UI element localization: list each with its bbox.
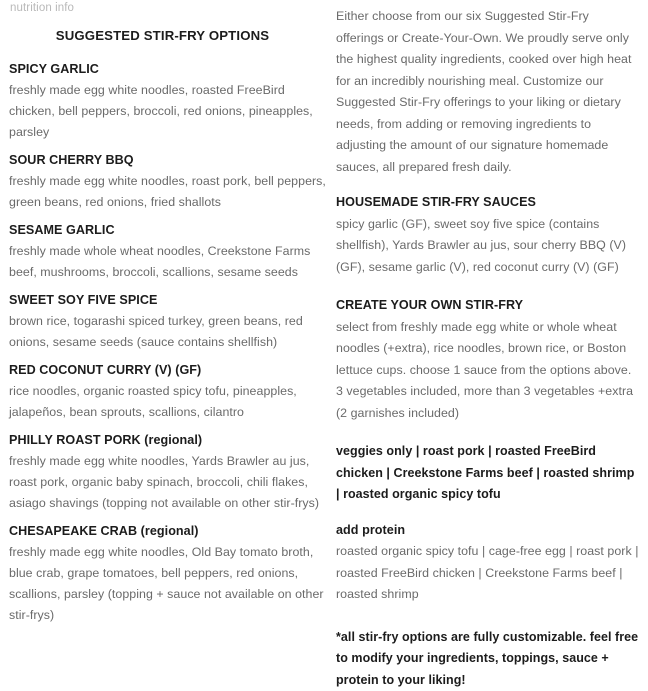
spacer <box>336 432 640 441</box>
menu-item-name: SWEET SOY FIVE SPICE <box>9 290 330 311</box>
nutrition-info-link[interactable]: nutrition info <box>10 1 74 16</box>
menu-item-description: rice noodles, organic roasted spicy tofu, pineapples, jalapeños, bean sprouts, scallions, cilantro <box>9 381 330 423</box>
menu-item-name: RED COCONUT CURRY (V) (GF) <box>9 360 330 381</box>
menu-item-description: freshly made whole wheat noodles, Creekstone Farms beef, mushrooms, broccoli, scallions, sesame seeds <box>9 241 330 283</box>
stir-fry-details-column <box>330 0 648 691</box>
spacer <box>336 286 640 295</box>
menu-item <box>9 360 330 423</box>
menu-item-description: freshly made egg white noodles, roasted FreeBird chicken, bell peppers, broccoli, red onions, pineapples, parsley <box>9 80 330 143</box>
spacer <box>336 614 640 627</box>
menu-item-description: freshly made egg white noodles, roast pork, bell peppers, green beans, red onions, fried shallots <box>9 171 330 213</box>
add-protein-block <box>336 520 640 606</box>
menu-item-name: SPICY GARLIC <box>9 59 330 80</box>
menu-item <box>9 521 330 626</box>
housemade-sauces-title: HOUSEMADE STIR-FRY SAUCES <box>336 192 640 214</box>
page-title: SUGGESTED STIR-FRY OPTIONS <box>9 28 330 43</box>
customization-footnote: *all stir-fry options are fully customizable. feel free to modify your ingredients, toppings, sauce + protein to your liking! <box>336 627 640 691</box>
intro-paragraph: Either choose from our six Suggested Stir-Fry offerings or Create-Your-Own. We proudly serve only the highest quality ingredients, cooked over high heat for an incredibly nourishing meal. Customize our Suggested Stir-Fry offerings to your liking or dietary needs, from adding or removing ingredients to adjusting the amount of our signature homemade sauces, all prepared fresh daily. <box>336 6 640 178</box>
menu-item-name: SESAME GARLIC <box>9 220 330 241</box>
create-your-own-block <box>336 295 640 424</box>
housemade-sauces-body: spicy garlic (GF), sweet soy five spice (contains shellfish), Yards Brawler au jus, sour cherry BBQ (V) (GF), sesame garlic (V), red coconut curry (V) (GF) <box>336 214 640 279</box>
create-your-own-title: CREATE YOUR OWN STIR-FRY <box>336 295 640 317</box>
menu-item-name: PHILLY ROAST PORK (regional) <box>9 430 330 451</box>
menu-item <box>9 290 330 353</box>
menu-item-description: freshly made egg white noodles, Yards Brawler au jus, roast pork, organic baby spinach, broccoli, chili flakes, asiago shavings (topping not available on other stir-frys) <box>9 451 330 514</box>
create-your-own-body: select from freshly made egg white or whole wheat noodles (+extra), rice noodles, brown rice, or Boston lettuce cups. choose 1 sauce from the options above. 3 vegetables included, more than 3 vegetables +extra (2 garnishes included) <box>336 317 640 425</box>
menu-item <box>9 59 330 143</box>
menu-item-name: CHESAPEAKE CRAB (regional) <box>9 521 330 542</box>
add-protein-title: add protein <box>336 520 640 542</box>
menu-item <box>9 150 330 213</box>
menu-item-description: brown rice, togarashi spiced turkey, green beans, red onions, sesame seeds (sauce contains shellfish) <box>9 311 330 353</box>
suggested-stir-fry-column <box>0 0 330 633</box>
add-protein-body: roasted organic spicy tofu | cage-free egg | roast pork | roasted FreeBird chicken | Creekstone Farms beef | roasted shrimp <box>336 541 640 606</box>
menu-item <box>9 220 330 283</box>
menu-item-name: SOUR CHERRY BBQ <box>9 150 330 171</box>
housemade-sauces-block <box>336 192 640 278</box>
menu-item-description: freshly made egg white noodles, Old Bay tomato broth, blue crab, grape tomatoes, bell peppers, red onions, scallions, parsley (topping + sauce not available on other stir-frys) <box>9 542 330 626</box>
protein-choices-list: veggies only | roast pork | roasted FreeBird chicken | Creekstone Farms beef | roasted shrimp | roasted organic spicy tofu <box>336 441 640 506</box>
menu-item <box>9 430 330 514</box>
